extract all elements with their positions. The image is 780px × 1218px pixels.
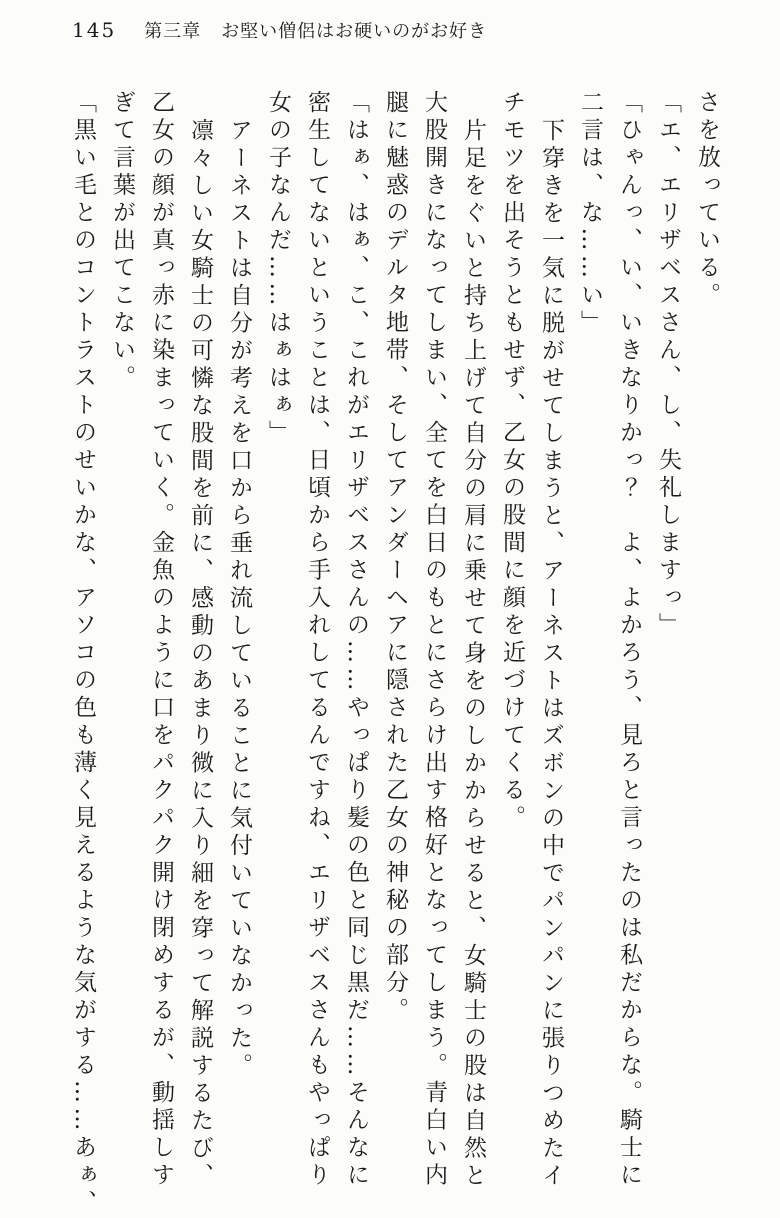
- chapter-label: 第三章: [144, 21, 202, 42]
- text-column: 「はぁ、はぁ、こ、これがエリザベスさんの……やっぱり髪の色と同じ黒だ……そんなに: [343, 90, 369, 1190]
- text-column: 乙女の顔が真っ赤に染まっていく。金魚のように口をパクパク開け閉めするが、動揺しす: [148, 90, 174, 1190]
- text-column: 密生してないということは、日頃から手入れしてるんですね、エリザベスさんもやっぱり: [304, 90, 330, 1190]
- text-column: 「ひゃんっ、い、いきなりかっ？ よ、よかろう、見ろと言ったのは私だからな。騎士に: [616, 90, 642, 1190]
- chapter-title: お堅い僧侶はお硬いのがお好き: [221, 21, 488, 42]
- text-column: 片足をぐいと持ち上げて自分の肩に乗せて身をのしかからせると、女騎士の股は自然と: [460, 117, 486, 1190]
- text-column: さを放っている。: [694, 90, 720, 310]
- text-column: 女の子なんだ……はぁはぁ」: [265, 90, 291, 448]
- text-column: 下穿きを一気に脱がせてしまうと、アーネストはズボンの中でパンパンに張りつめたイ: [538, 117, 564, 1190]
- running-head: [72, 17, 487, 43]
- text-column: チモツを出そうともせず、乙女の股間に顔を近づけてくる。: [499, 90, 525, 833]
- text-column: 凛々しい女騎士の可憐な股間を前に、感動のあまり微に入り細を穿って解説するたび、: [187, 117, 213, 1190]
- text-column: 「エ、エリザベスさん、し、失礼しますっ」: [655, 90, 681, 640]
- text-body: [63, 90, 726, 1218]
- text-column: 「黒い毛とのコントラストのせいかな、アソコの色も薄く見えるような気がする……あぁ、: [70, 90, 96, 1218]
- text-column: 二言は、な……い」: [577, 90, 603, 338]
- page-number: 145: [72, 18, 117, 42]
- text-column: ぎて言葉が出てこない。: [109, 90, 135, 393]
- text-column: 腿に魅惑のデルタ地帯、そしてアンダーヘアに隠された乙女の神秘の部分。: [382, 90, 408, 1025]
- text-column: アーネストは自分が考えを口から垂れ流していることに気付いていなかった。: [226, 117, 252, 1080]
- text-column: 大股開きになってしまい、全てを白日のもとにさらけ出す格好となってしまう。青白い内: [421, 90, 447, 1190]
